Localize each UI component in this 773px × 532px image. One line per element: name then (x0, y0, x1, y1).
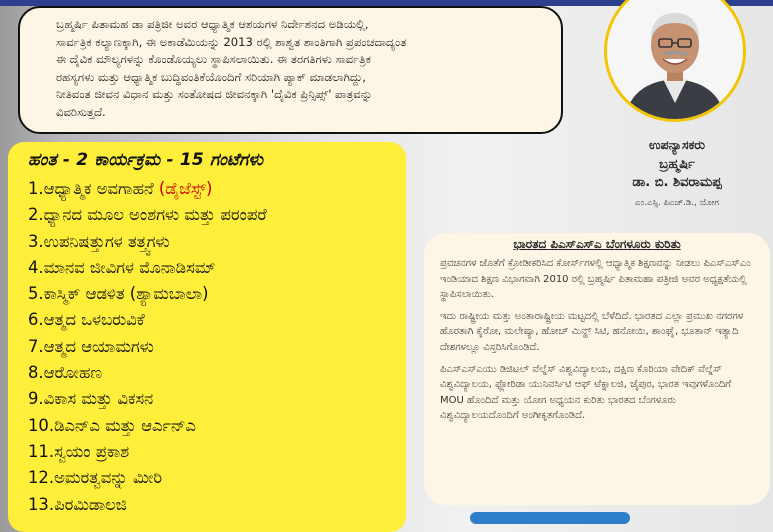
program-item-text: 2.ಧ್ಯಾನದ ಮೂಲ ಅಂಶಗಳು ಮತ್ತು ಪರಂಪರೆ (28, 205, 267, 225)
program-item (28, 176, 388, 202)
program-item (28, 307, 388, 333)
intro-line: ಬ್ರಹ್ಮರ್ಷಿ ಪಿತಾಮಹ ಡಾ ಪತ್ರಿಜೀ ಅವರ ಆಧ್ಯಾತ್ಮಿಕ ಆಶಯಗಳ ನಿರ್ದೇಶನದ ಅಡಿಯಲ್ಲಿ, (56, 17, 369, 31)
program-title: ಹಂತ - 2 ಕಾರ್ಯಕ್ರಮ - 15 ಗಂಟೆಗಳು (28, 150, 264, 170)
about-paragraph: ಇದು ರಾಷ್ಟ್ರೀಯ ಮತ್ತು ಅಂತಾರಾಷ್ಟ್ರೀಯ ಮಟ್ಟದಲ್ಲಿ ಬೆಳೆದಿದೆ. ಭಾರತದ ಎಲ್ಲಾ ಪ್ರಮುಖ ನಗರಗಳ ಹೊರತಾಗಿ ಕೈರೋ, ಮಲೇಷ್ಯಾ, ಹೋಚ್ ಮಿನ್ಹ್ ಸಿಟಿ, ಹನೋಯಿ, ಶಾಂಘೈ, ಭೂತಾನ್ ಇತ್ಯಾದಿ ದೇಶಗಳಲ್ಲೂ ವಿಸ್ತರಿಸಿಗೊಂಡಿದೆ. (440, 310, 744, 353)
lecturer-title: ಬ್ರಹ್ಮರ್ಷಿ (659, 157, 695, 172)
program-item-text: 7.ಆತ್ಮದ ಆಯಾಮಗಳು (28, 336, 154, 356)
program-item (28, 334, 388, 360)
program-item (28, 281, 388, 307)
program-item-paren: (ಶ್ಯಾಮಬಾಲಾ) (129, 284, 209, 304)
portrait-icon (607, 0, 743, 119)
intro-line: ರಹಸ್ಯಗಳು ಮತ್ತು ಆಧ್ಯಾತ್ಮಿಕ ಬುದ್ಧಿವಂತಿಕೆಯೊಂದಿಗೆ ಸರಿಯಾಗಿ ಪ್ಯಾಕ್ ಮಾಡಲಾಗಿದ್ದು, (56, 69, 366, 84)
lecturer-label: ಉಪನ್ಯಾಸಕರು (649, 137, 705, 152)
lecturer-name: ಡಾ. ಬಿ. ಶಿವರಾಮಪ್ಪ (632, 175, 722, 190)
about-paragraph: ಪಿಎಸ್ಎಸ್ಎಯು ಡಿಜಿಟಲ್ ವೆಲ್ನೆಸ್ ವಿಶ್ವವಿದ್ಯಾಲಯ, ದಕ್ಷಿಣ ಕೊರಿಯಾ ವೇದಿಕ್ ವೆಲ್ನೆಸ್ ವಿಶ್ವವಿದ್ಯಾಲಯ, ಫ್ಲೋರಿಡಾ ಯುನಿವರ್ಸಿಟಿ ಆಫ್ ಟೆಕ್ನಾಲಜಿ, ಜೈಪುರ, ಭಾರತ ಇವುಗಳೊಂದಿಗೆ MOU ಹೊಂದಿದೆ ಮತ್ತು ಯೋಗ ಅಧ್ಯಯನ ಕುರಿತು ಭಾರತದ ಬೆಂಗಳೂರು ವಿಶ್ವವಿದ್ಯಾಲಯದೊಂದಿಗೆ ಅಂಗೀಕೃತಗೊಂಡಿದೆ. (440, 363, 732, 422)
program-item (28, 413, 388, 439)
program-item (28, 465, 388, 491)
about-paragraph: ಪ್ರವಚನಗಳ ಜೊತೆಗೆ ಕ್ರೋಡೀಕರಿಸಿದ ಕೋರ್ಸ್‌ಗಳಲ್ಲಿ ಆಧ್ಯಾತ್ಮಿಕ ಶಿಕ್ಷಣವನ್ನು ನೀಡಲು ಪಿಎಸ್ಎಸ್ಎಂ ಇಂಡಿಯಾದ ಶಿಕ್ಷಣ ವಿಭಾಗವಾಗಿ 2010 ರಲ್ಲಿ ಬ್ರಹ್ಮರ್ಷಿ ಪಿತಾಮಹಾ ಪತ್ರೀಜಿ ಅವರ ಅಧ್ಯಕ್ಷತೆಯಲ್ಲಿ ಸ್ಥಾಪಿಸಲಾಯಿತು. (440, 258, 751, 301)
program-item (28, 386, 388, 412)
intro-line: ವಿವರಿಸುತ್ತದೆ. (56, 104, 106, 119)
program-item-text: 11.ಸ್ವಯಂ ಪ್ರಕಾಶ (28, 441, 130, 461)
program-item-text: 6.ಆತ್ಮದ ಒಳಬರುವಿಕೆ (28, 310, 145, 330)
program-item (28, 492, 388, 518)
about-title: ಭಾರತದ ಪಿಎಸ್ಎಸ್ಎ ಬೆಂಗಳೂರು ಕುರಿತು (513, 237, 681, 251)
program-item (28, 360, 388, 386)
program-item-text: 10.ಡಿಎನ್ಎ ಮತ್ತು ಆರ್ಎನ್ಎ (28, 415, 196, 435)
program-item-text: 12.ಅಮರತ್ವವನ್ನು ಮೀರಿ (28, 468, 163, 488)
program-box (8, 142, 406, 532)
program-item (28, 255, 388, 281)
program-item (28, 439, 388, 465)
intro-line: ಈ ದೈವಿಕ ಮೌಲ್ಯಗಳನ್ನು ಕೊಂಡೊಯ್ಯಲು ಸ್ಥಾಪಿಸಲಾಯಿತು. ಈ ತರಗತಿಗಳು ಸಾರ್ವತ್ರಿಕ (56, 52, 371, 67)
program-item-paren: (ಡೈಜೆಸ್ಟ್) (158, 179, 213, 198)
program-item-text: 9.ವಿಕಾಸ ಮತ್ತು ವಿಕಸನ (28, 389, 154, 409)
program-list (28, 176, 388, 518)
intro-box (18, 6, 563, 134)
program-item-text: 1.ಆಧ್ಯಾತ್ಮಿಕ ಅವಗಾಹನೆ (28, 179, 159, 198)
program-item-text: 8.ಆರೋಹಣ (28, 363, 102, 383)
program-item-text: 4.ಮಾನವ ಜೀವಿಗಳ ಮೊನಾಡಿಸಮ್ (28, 257, 216, 277)
program-item (28, 202, 388, 228)
intro-line: ಸಾರ್ವತ್ರಿಕ ಕಲ್ಯಾಣಕ್ಕಾಗಿ, ಈ ಅಕಾಡೆಮಿಯನ್ನು 2013 ರಲ್ಲಿ ಶಾಶ್ವತ ಶಾಂತಿಗಾಗಿ ಪ್ರಪಂಚದಾದ್ಯಂತ (56, 34, 407, 49)
bottom-accent-strip (470, 512, 630, 524)
program-item-text: 5.ಕಾಸ್ಮಿಕ್ ಆಡಳಿತ (28, 284, 130, 304)
lecturer-photo (604, 0, 746, 122)
about-box (424, 233, 770, 505)
intro-line: ನೀತಿವಂತ ಜೀವನ ವಿಧಾನ ಮತ್ತು ಸಂತೋಷದ ಜೀವನಕ್ಕಾಗಿ 'ದೈವಿಕ ಪ್ರಿನ್ಸಿಪ್ಸ್' ಪಾತ್ರವನ್ನು (56, 87, 373, 102)
lecturer-degrees: ಎಂ.ಎಸ್ಸಿ. ಪಿಎಚ್.ಡಿ., ಯೋಗ (635, 198, 719, 208)
program-item-text: 3.ಉಪನಿಷತ್ತುಗಳ ತತ್ತ್ವಗಳು (28, 231, 170, 251)
program-item (28, 229, 388, 255)
program-item-text: 13.ಪಿರಮಿಡಾಲಜಿ (28, 494, 127, 514)
